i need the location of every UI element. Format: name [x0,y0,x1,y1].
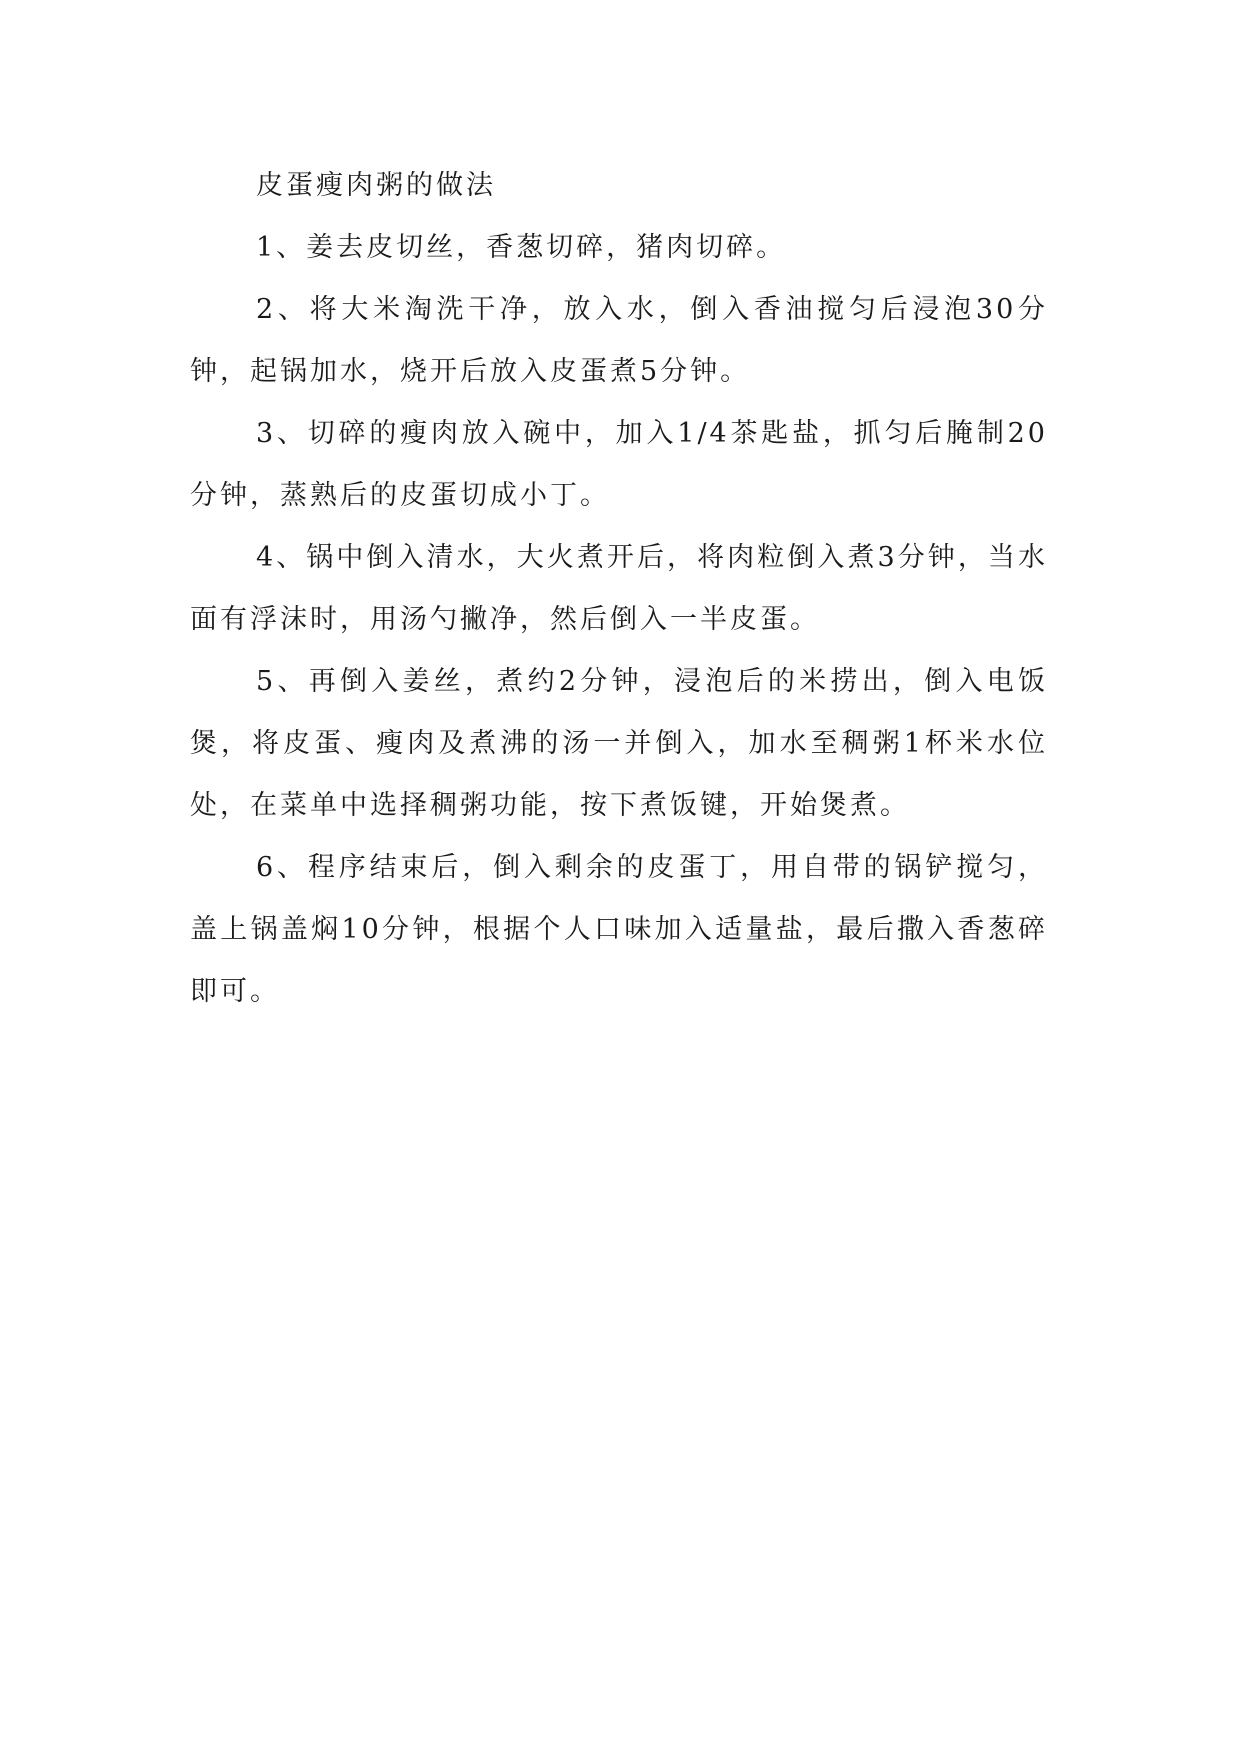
step-paragraph-6: 6、程序结束后，倒入剩余的皮蛋丁，用自带的锅铲搅匀，盖上锅盖焖10分钟，根据个人口味加入适量盐，最后撒入香葱碎即可。 [190,852,1048,1007]
step-paragraph-1: 1、姜去皮切丝，香葱切碎，猪肉切碎。 [256,232,787,263]
document-title: 皮蛋瘦肉粥的做法 [256,170,496,201]
step-paragraph-2: 2、将大米淘洗干净，放入水，倒入香油搅匀后浸泡30分钟，起锅加水，烧开后放入皮蛋煮5分钟。 [190,294,1048,387]
step-paragraph-4: 4、锅中倒入清水，大火煮开后，将肉粒倒入煮3分钟，当水面有浮沫时，用汤勺撇净，然后倒入一半皮蛋。 [190,542,1048,635]
document-body [190,155,1048,1023]
step-paragraph-3: 3、切碎的瘦肉放入碗中，加入1/4茶匙盐，抓匀后腌制20分钟，蒸熟后的皮蛋切成小丁。 [190,418,1048,511]
step-paragraph-5: 5、再倒入姜丝，煮约2分钟，浸泡后的米捞出，倒入电饭煲，将皮蛋、瘦肉及煮沸的汤一并倒入，加水至稠粥1杯米水位处，在菜单中选择稠粥功能，按下煮饭键，开始煲煮。 [190,666,1048,821]
